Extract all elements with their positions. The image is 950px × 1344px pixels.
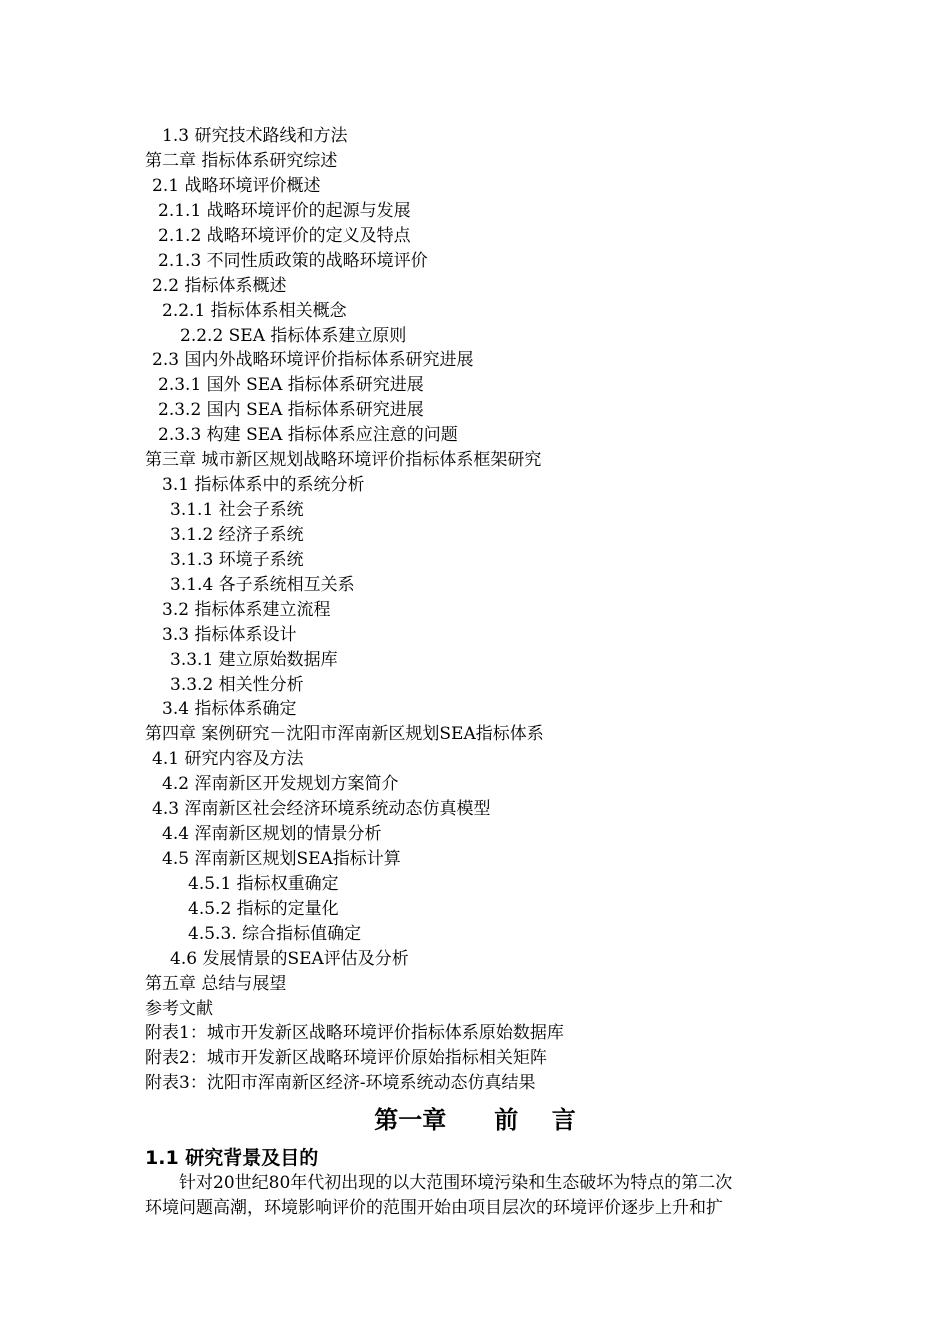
toc-entry: 2.3.3 构建 SEA 指标体系应注意的问题 (158, 425, 458, 445)
toc-entry: 4.3 浑南新区社会经济环境系统动态仿真模型 (152, 799, 491, 819)
toc-entry: 4.6 发展情景的SEA评估及分析 (170, 949, 409, 969)
toc-entry: 附表1：城市开发新区战略环境评价指标体系原始数据库 (145, 1023, 564, 1043)
toc-entry: 2.1.1 战略环境评价的起源与发展 (158, 201, 411, 221)
toc-entry: 3.3.2 相关性分析 (170, 675, 304, 695)
toc-entry: 2.3.2 国内 SEA 指标体系研究进展 (158, 400, 424, 420)
toc-entry: 第四章 案例研究－沈阳市浑南新区规划SEA指标体系 (145, 724, 544, 744)
body-paragraph-line: 针对20世纪80年代初出现的以大范围环境污染和生态破坏为特点的第二次 (179, 1173, 733, 1193)
toc-entry: 2.1.2 战略环境评价的定义及特点 (158, 226, 411, 246)
toc-entry: 3.1.2 经济子系统 (170, 525, 304, 545)
toc-entry: 附表2：城市开发新区战略环境评价原始指标相关矩阵 (145, 1048, 547, 1068)
toc-entry: 3.4 指标体系确定 (162, 699, 297, 719)
toc-entry: 2.3 国内外战略环境评价指标体系研究进展 (152, 350, 474, 370)
toc-entry: 3.2 指标体系建立流程 (162, 600, 331, 620)
toc-entry: 3.1 指标体系中的系统分析 (162, 475, 365, 495)
toc-entry: 2.2.1 指标体系相关概念 (162, 301, 347, 321)
chapter-number: 第一章 (374, 1106, 447, 1134)
toc-entry: 1.3 研究技术路线和方法 (162, 126, 348, 146)
toc-entry: 2.2 指标体系概述 (152, 276, 287, 296)
toc-entry: 2.1 战略环境评价概述 (152, 176, 321, 196)
toc-entry: 附表3：沈阳市浑南新区经济-环境系统动态仿真结果 (145, 1073, 536, 1093)
section-heading: 1.1 研究背景及目的 (145, 1147, 319, 1169)
toc-entry: 4.5.1 指标权重确定 (188, 874, 339, 894)
toc-entry: 3.1.4 各子系统相互关系 (170, 575, 355, 595)
body-paragraph-line: 环境问题高潮，环境影响评价的范围开始由项目层次的环境评价逐步上升和扩 (145, 1198, 723, 1218)
toc-entry: 4.4 浑南新区规划的情景分析 (162, 824, 382, 844)
toc-entry: 3.3 指标体系设计 (162, 625, 297, 645)
toc-entry: 4.2 浑南新区开发规划方案简介 (162, 774, 399, 794)
toc-entry: 3.1.3 环境子系统 (170, 550, 304, 570)
toc-entry: 3.3.1 建立原始数据库 (170, 650, 338, 670)
chapter-name: 前 言 (494, 1106, 576, 1134)
chapter-title (0, 1103, 950, 1137)
toc-entry: 4.1 研究内容及方法 (152, 749, 304, 769)
toc-entry: 2.1.3 不同性质政策的战略环境评价 (158, 251, 428, 271)
toc-entry: 参考文献 (145, 999, 213, 1019)
toc-entry: 4.5.2 指标的定量化 (188, 899, 339, 919)
toc-entry: 2.3.1 国外 SEA 指标体系研究进展 (158, 375, 424, 395)
toc-entry: 第五章 总结与展望 (145, 974, 287, 994)
toc-entry: 第三章 城市新区规划战略环境评价指标体系框架研究 (145, 450, 542, 470)
toc-entry: 3.1.1 社会子系统 (170, 500, 304, 520)
toc-entry: 4.5.3. 综合指标值确定 (188, 924, 362, 944)
toc-entry: 第二章 指标体系研究综述 (145, 151, 338, 171)
toc-entry: 2.2.2 SEA 指标体系建立原则 (180, 326, 407, 346)
toc-entry: 4.5 浑南新区规划SEA指标计算 (162, 849, 401, 869)
